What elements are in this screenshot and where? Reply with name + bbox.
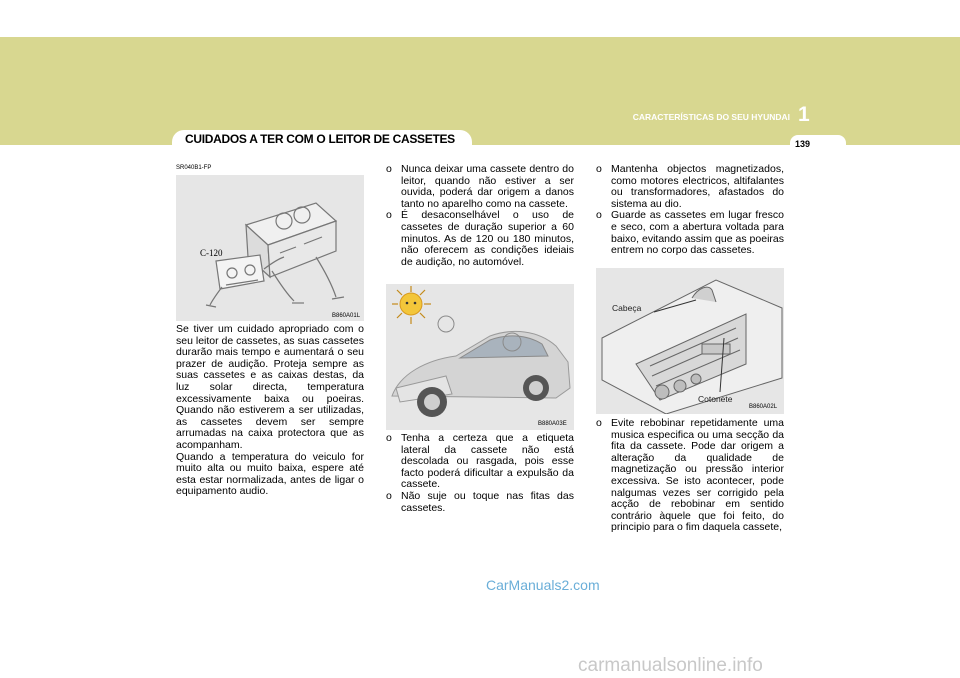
carmanualsonline-watermark[interactable]: carmanualsonline.info [578,655,763,676]
page-number: 139 [795,139,811,149]
car-sun-illustration [386,284,574,430]
image-code: B860A01L [332,313,361,319]
chapter-title: CARACTERÍSTICAS DO SEU HYUNDAI [632,112,790,122]
reference-code: SR040B1-FP [176,165,212,171]
sun-car-icon [386,284,574,430]
image-code: B880A03E [538,421,567,427]
bullet-list-bottom [386,433,574,514]
cassette-deck-icon [596,268,784,414]
carmanuals-watermark[interactable]: CarManuals2.com [486,577,600,593]
intro-paragraph-2: Quando a temperatura do veiculo for muito alta ou muito baixa, espere até esta estar normalizada, antes de ligar o equipamento audio. [176,450,364,498]
section-title: CUIDADOS A TER COM O LEITOR DE CASSETES [185,132,455,146]
bullet-list-top [386,164,574,268]
header-band [0,37,960,145]
list-item: o Tenha a certeza que a etiqueta lateral da cassete não está descolada ou rasgada, pois esse facto poderá dificultar a expulsão da cassete. [386,432,574,491]
image-code: B860A02L [749,404,778,410]
head-callout: Cabeça [612,303,642,313]
intro-paragraph-1: Se tiver um cuidado apropriado com o seu leitor de cassetes, as suas cassetes durarão mais tempo e aumentará o seu prazer de audição. Proteja sempre as suas cassetes e as caixas destas, da luz solar directa, temperatura excessivamente baixa ou poeiras. Quando não estiverem a ser utilizadas, as cassetes devem ser sempre arrumadas na caixa protectora que as acompanham. [176,323,364,451]
list-item: o É desaconselhável o uso de cassetes de duração superior a 60 minutos. As de 120 ou 180 minutos, não oferecem as condições ideiais de audição, no automóvel. [386,209,574,268]
list-item: o Guarde as cassetes em lugar fresco e seco, com a abertura voltada para baixo, evitando assim que as poeiras entrem no corpo das cassetes. [596,209,784,257]
bullet-list-bottom [596,418,784,534]
list-item: o Nunca deixar uma cassete dentro do leitor, quando não estiver a ser ouvida, poderá dar origem a danos tanto no aparelho como na cassete. [386,163,574,210]
cassette-label: C-120 [200,248,223,258]
swab-callout: Cotonete [698,394,733,404]
list-item: o Não suje ou toque nas fitas das cassetes. [386,489,574,514]
intro-text [176,324,364,498]
chapter-number: 1 [798,103,810,126]
cassette-head-illustration [596,268,784,414]
bullet-list-top [596,164,784,257]
list-item: o Mantenha objectos magnetizados, como motores electricos, altifalantes ou transformadores, afastados do sistema au dio. [596,163,784,210]
list-item: o Evite rebobinar repetidamente uma musica especifica ou uma secção da fita da cassete. Pode dar origem a alteração da qualidade de magnetização ou pressão interior excessiva. Se isto acontecer, pode nalgumas vezes ser corrigido pela acção de rebobinar em sentido contrário àquele que foi feito, do principio para o fim daquela cassete, [596,417,784,534]
